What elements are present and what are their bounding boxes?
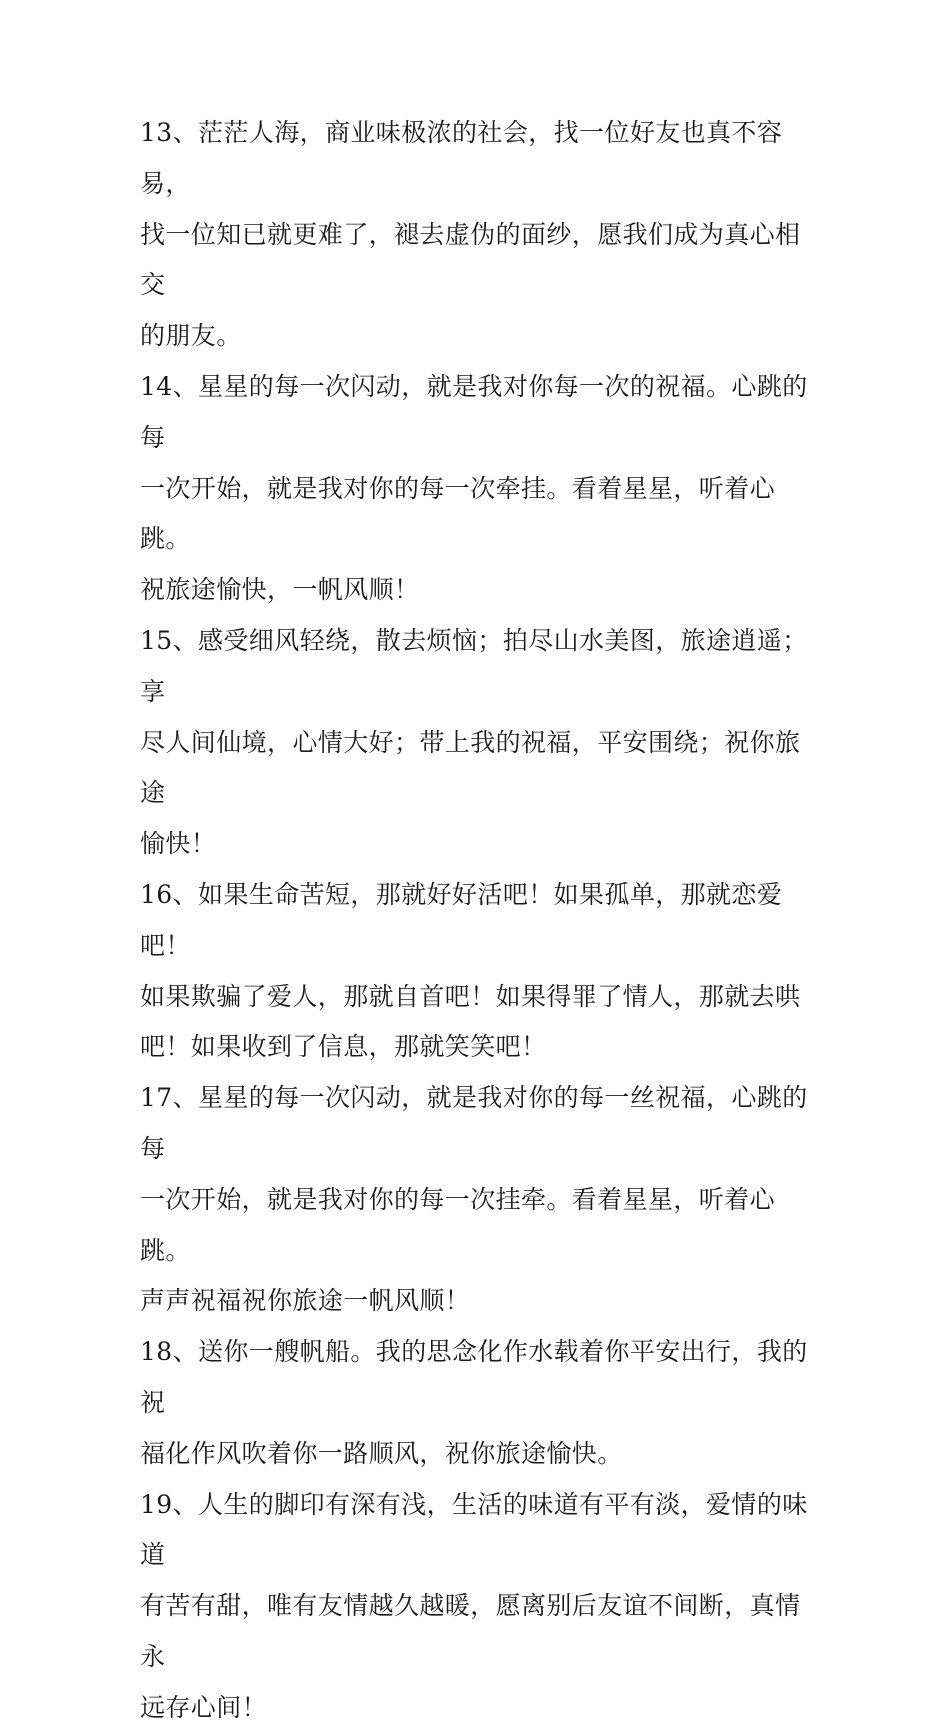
entry-line: 16、如果生命苦短，那就好好活吧！如果孤单，那就恋爱吧！ <box>140 879 783 960</box>
entry-line: 福化作风吹着你一路顺风，祝你旅途愉快。 <box>140 1438 623 1468</box>
entry-line: 18、送你一艘帆船。我的思念化作水载着你平安出行，我的祝 <box>140 1337 808 1417</box>
entry-line: 有苦有甜，唯有友情越久越暖，愿离别后友谊不间断，真情永 <box>140 1591 801 1671</box>
entry-16 <box>140 870 820 1073</box>
entry-line: 19、人生的脚印有深有浅，生活的味道有平有淡，爱情的味道 <box>140 1489 808 1570</box>
entry-line: 声声祝福祝你旅途一帆风顺！ <box>140 1286 471 1316</box>
entry-line: 吧！如果收到了信息，那就笑笑吧！ <box>140 1032 547 1062</box>
entry-18 <box>140 1327 820 1479</box>
entry-line: 远存心间！ <box>140 1692 268 1722</box>
entry-14 <box>140 362 820 616</box>
entry-line: 的朋友。 <box>140 321 242 351</box>
entry-line: 愉快！ <box>140 829 217 859</box>
entry-line: 15、感受细风轻绕，散去烦恼；拍尽山水美图，旅途逍遥；享 <box>140 625 808 706</box>
entry-line: 17、星星的每一次闪动，就是我对你的每一丝祝福，心跳的每 <box>140 1083 808 1163</box>
entry-line: 祝旅途愉快，一帆风顺！ <box>140 575 420 605</box>
entry-line: 如果欺骗了爱人，那就自首吧！如果得罪了情人，那就去哄 <box>140 981 801 1011</box>
entry-13 <box>140 108 820 362</box>
entry-line: 一次开始，就是我对你的每一次牵挂。看着星星，听着心跳。 <box>140 473 776 554</box>
entry-line: 找一位知已就更难了，褪去虚伪的面纱，愿我们成为真心相交 <box>140 219 801 300</box>
entry-15 <box>140 616 820 870</box>
entry-line: 14、星星的每一次闪动，就是我对你每一次的祝福。心跳的每 <box>140 371 808 452</box>
entry-line: 尽人间仙境，心情大好；带上我的祝福，平安围绕；祝你旅途 <box>140 727 801 808</box>
entry-line: 一次开始，就是我对你的每一次挂牵。看着星星，听着心跳。 <box>140 1184 776 1265</box>
entry-19 <box>140 1480 820 1734</box>
entry-17 <box>140 1073 820 1327</box>
document-page <box>140 108 820 1734</box>
entry-line: 13、茫茫人海，商业味极浓的社会，找一位好友也真不容易， <box>140 118 783 198</box>
